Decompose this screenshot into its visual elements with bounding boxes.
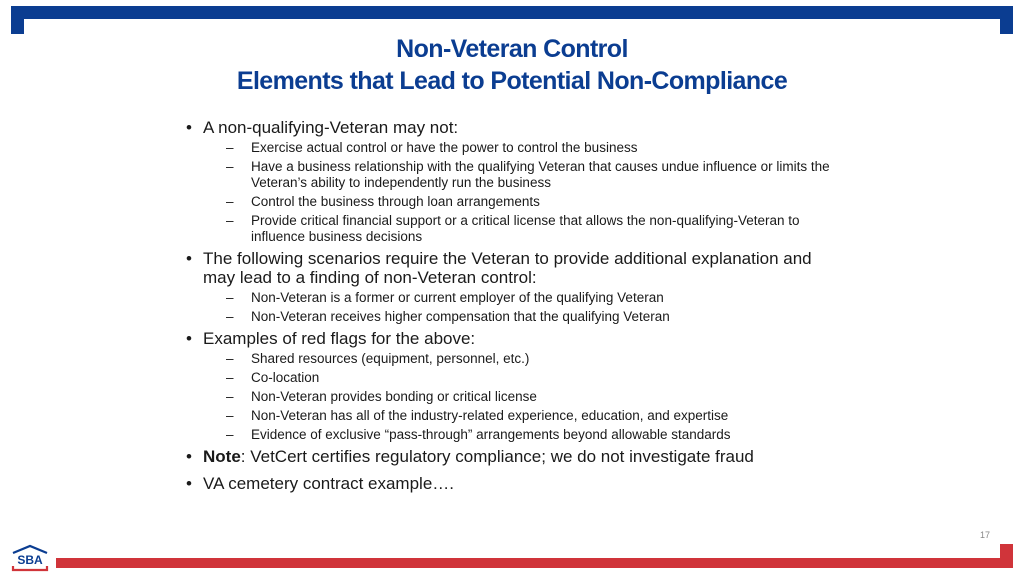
slide-title: [0, 33, 1024, 97]
sba-logo-graphic: [10, 544, 50, 572]
sub-bullet-item: [186, 370, 846, 386]
sub-bullet-item: [186, 351, 846, 367]
dash-glyph: –: [226, 140, 234, 155]
bottom-frame-tab-right: [1000, 544, 1013, 558]
sub-bullet-text: Control the business through loan arrangements: [251, 194, 540, 209]
sub-bullet-item: [186, 140, 846, 156]
bullet-item: [186, 249, 846, 287]
sub-bullet-text: Exercise actual control or have the power to control the business: [251, 140, 638, 155]
sub-bullet-text: Provide critical financial support or a critical license that allows the non-qualifying-Veteran to influence business decisions: [251, 213, 800, 244]
sub-bullet-item: [186, 194, 846, 210]
dash-glyph: –: [226, 389, 234, 404]
sub-bullet-item: [186, 427, 846, 443]
sba-logo: [10, 544, 50, 572]
sub-bullet-text: Non-Veteran has all of the industry-related experience, education, and expertise: [251, 408, 729, 423]
sub-bullet-text: Non-Veteran receives higher compensation that the qualifying Veteran: [251, 309, 670, 324]
sub-bullet-item: [186, 389, 846, 405]
dash-glyph: –: [226, 194, 234, 209]
sub-bullet-item: [186, 309, 846, 325]
sub-bullet-item: [186, 213, 846, 245]
bullet-item-note: [186, 447, 846, 466]
bullet-glyph: •: [186, 447, 192, 466]
bullet-text: VA cemetery contract example….: [203, 474, 455, 493]
bullet-text: Examples of red flags for the above:: [203, 329, 476, 348]
bullet-glyph: •: [186, 118, 192, 137]
dash-glyph: –: [226, 427, 234, 442]
bullet-list: [186, 114, 846, 493]
sub-bullet-item: [186, 159, 846, 191]
sub-bullet-text: Have a business relationship with the qualifying Veteran that causes undue influence or limits the Veteran’s ability to independently run the business: [251, 159, 830, 190]
bullet-text: : VetCert certifies regulatory compliance; we do not investigate fraud: [240, 447, 754, 466]
title-line-2: Elements that Lead to Potential Non-Compliance: [236, 67, 788, 95]
sub-bullet-text: Co-location: [251, 370, 320, 385]
dash-glyph: –: [226, 351, 234, 366]
note-label: Note: [203, 447, 241, 466]
title-line-1: Non-Veteran Control: [396, 35, 628, 63]
bullet-text: The following scenarios require the Veteran to provide additional explanation and may lead to a finding of non-Veteran control:: [203, 249, 812, 287]
dash-glyph: –: [226, 159, 234, 174]
sba-logo-text: SBA: [17, 553, 43, 567]
sub-bullet-item: [186, 290, 846, 306]
dash-glyph: –: [226, 213, 234, 228]
top-frame-bar: [11, 6, 1013, 19]
bullet-item: [186, 329, 846, 348]
bullet-item: [186, 474, 846, 493]
dash-glyph: –: [226, 370, 234, 385]
dash-glyph: –: [226, 290, 234, 305]
top-frame-tab-left: [11, 19, 24, 34]
page-number: 17: [979, 530, 990, 540]
bullet-glyph: •: [186, 249, 192, 268]
sub-bullet-text: Non-Veteran provides bonding or critical license: [251, 389, 537, 404]
bullet-text: A non-qualifying-Veteran may not:: [203, 118, 459, 137]
sub-bullet-item: [186, 408, 846, 424]
bullet-glyph: •: [186, 329, 192, 348]
sub-bullet-text: Evidence of exclusive “pass-through” arrangements beyond allowable standards: [251, 427, 731, 442]
bottom-frame-bar: [56, 558, 1013, 568]
dash-glyph: –: [226, 309, 234, 324]
bullet-item: [186, 118, 846, 137]
dash-glyph: –: [226, 408, 234, 423]
sub-bullet-text: Non-Veteran is a former or current employer of the qualifying Veteran: [251, 290, 664, 305]
sub-bullet-text: Shared resources (equipment, personnel, etc.): [251, 351, 530, 366]
top-frame-tab-right: [1000, 19, 1013, 34]
bullet-glyph: •: [186, 474, 192, 493]
